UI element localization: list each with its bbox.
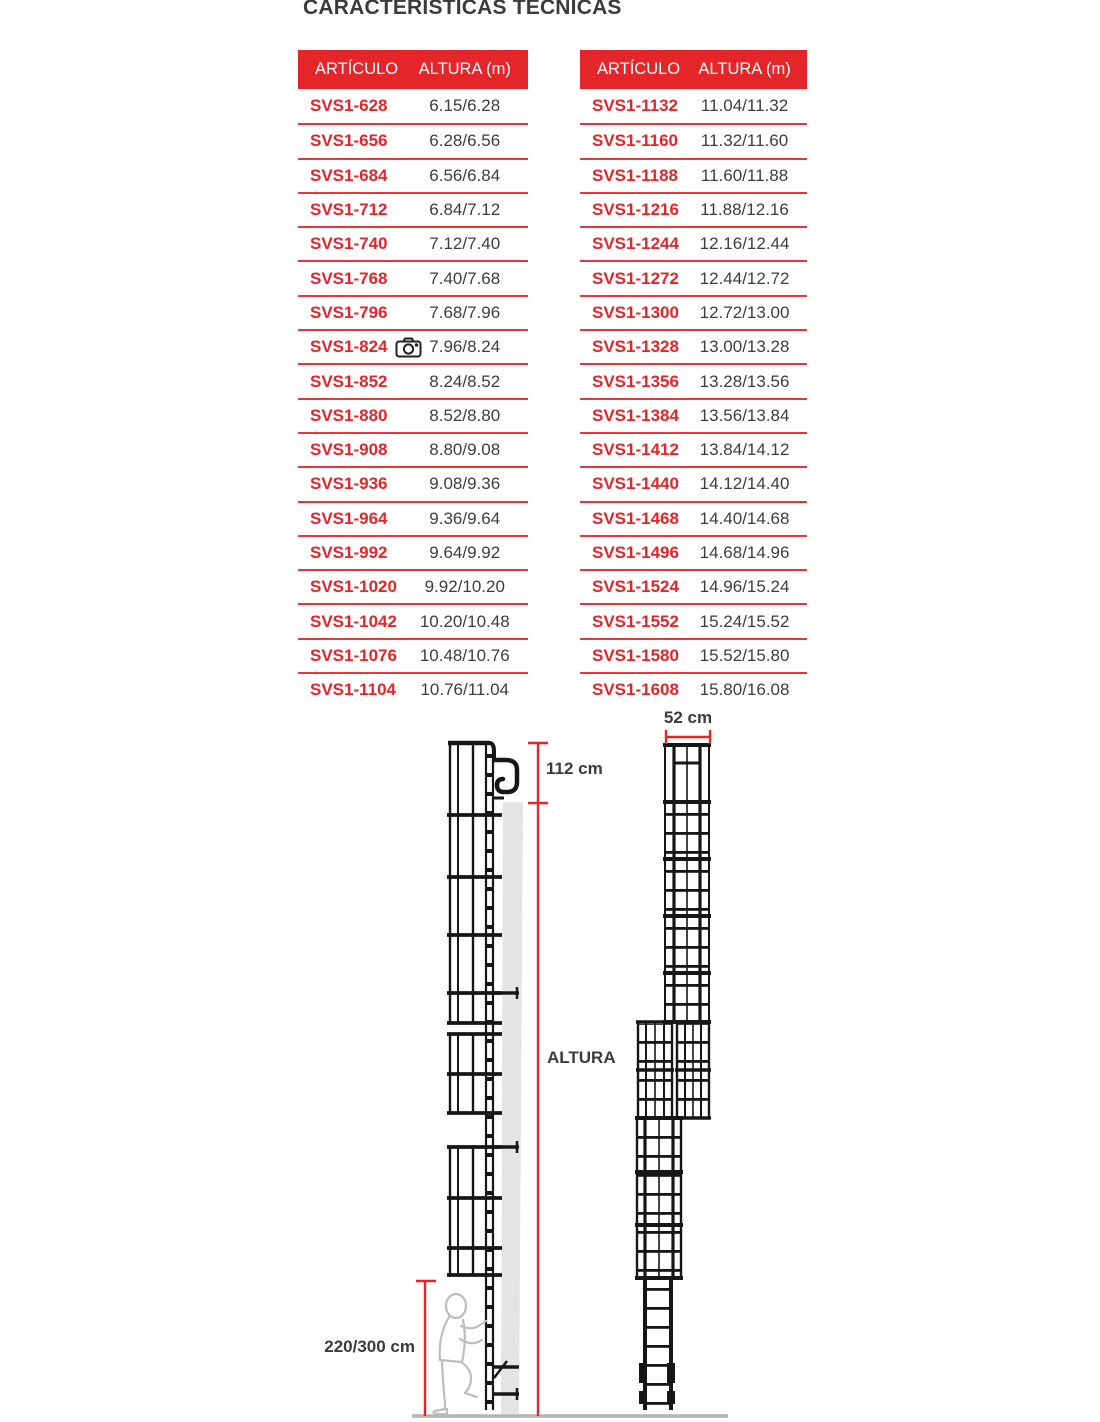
table-row xyxy=(298,603,528,637)
altura-cell: 15.80/16.08 xyxy=(699,680,790,700)
articulo-text: SVS1-1608 xyxy=(592,680,679,700)
table-row xyxy=(298,398,528,432)
altura-cell: 10.48/10.76 xyxy=(419,645,510,665)
articulo-text: SVS1-1440 xyxy=(592,474,679,494)
articulo-text: SVS1-992 xyxy=(310,543,388,562)
articulo-text: SVS1-628 xyxy=(310,96,388,116)
altura-cell: 13.56/13.84 xyxy=(699,405,790,425)
altura-cell: 12.16/12.44 xyxy=(699,234,790,254)
altura-cell: 7.40/7.68 xyxy=(429,268,501,288)
articulo-text: SVS1-908 xyxy=(310,440,388,460)
table-row xyxy=(298,535,528,569)
dim-label-altura: ALTURA xyxy=(547,1048,616,1067)
table-row xyxy=(298,123,528,157)
base-dimension-line xyxy=(416,1281,436,1416)
table-body xyxy=(298,89,528,706)
table-row xyxy=(298,466,528,500)
altura-cell: 6.28/6.56 xyxy=(429,131,501,151)
articulo-cell xyxy=(298,372,402,392)
articulo-cell xyxy=(298,440,402,460)
table-row xyxy=(580,89,807,123)
altura-cell: 14.40/14.68 xyxy=(699,508,790,528)
table-row xyxy=(580,638,807,672)
altura-cell: 11.32/11.60 xyxy=(700,131,789,151)
altura-cell: 7.68/7.96 xyxy=(429,302,501,322)
articulo-cell xyxy=(298,406,402,426)
header-articulo: ARTÍCULO xyxy=(315,60,399,78)
articulo-cell xyxy=(580,612,682,632)
articulo-cell xyxy=(298,680,402,700)
articulo-cell xyxy=(298,337,402,358)
exit-handrail xyxy=(494,760,517,792)
table-row xyxy=(580,535,807,569)
altura-cell: 6.56/6.84 xyxy=(429,165,501,185)
table-row xyxy=(580,363,807,397)
altura-cell: 10.76/11.04 xyxy=(420,680,510,700)
articulo-cell xyxy=(298,303,402,323)
table-row xyxy=(580,329,807,363)
articulo-text: SVS1-1384 xyxy=(592,405,679,425)
table-row xyxy=(298,329,528,363)
articulo-text: SVS1-1244 xyxy=(592,234,679,254)
table-row xyxy=(580,432,807,466)
altura-cell: 13.28/13.56 xyxy=(699,371,790,391)
articulo-text: SVS1-796 xyxy=(310,302,388,322)
articulo-cell xyxy=(298,96,402,116)
table-row xyxy=(298,638,528,672)
table-row xyxy=(298,226,528,260)
articulo-text: SVS1-964 xyxy=(310,508,388,528)
wall xyxy=(501,802,523,1414)
altura-cell: 15.52/15.80 xyxy=(699,645,790,665)
articulo-text: SVS1-852 xyxy=(310,371,388,391)
altura-cell: 9.64/9.92 xyxy=(429,543,501,562)
altura-dimension-line xyxy=(528,743,548,1416)
right-ladder-front-view xyxy=(635,745,711,1410)
table-row xyxy=(298,89,528,123)
table-row xyxy=(298,432,528,466)
articulo-cell xyxy=(580,303,682,323)
articulo-cell xyxy=(298,509,402,529)
articulo-text: SVS1-1104 xyxy=(310,680,397,700)
altura-cell: 10.20/10.48 xyxy=(419,611,510,631)
table-row xyxy=(580,569,807,603)
articulo-text: SVS1-1076 xyxy=(310,645,397,665)
header-articulo: ARTÍCULO xyxy=(597,60,681,78)
altura-cell: 14.96/15.24 xyxy=(699,577,790,597)
articulo-cell xyxy=(580,337,682,357)
articulo-cell xyxy=(580,474,682,494)
articulo-text: SVS1-880 xyxy=(310,405,388,425)
altura-cell: 8.80/9.08 xyxy=(429,440,501,460)
table-row xyxy=(580,672,807,706)
articulo-cell xyxy=(580,646,682,666)
articulo-text: SVS1-768 xyxy=(310,268,388,288)
articulo-cell xyxy=(298,234,402,254)
articulo-text: SVS1-684 xyxy=(310,165,388,185)
table-row xyxy=(298,192,528,226)
articulo-cell xyxy=(580,372,682,392)
articulo-cell xyxy=(580,166,682,186)
table-header xyxy=(580,50,807,89)
table-row xyxy=(298,260,528,294)
dim-label-112cm: 112 cm xyxy=(546,759,603,778)
table-header xyxy=(298,50,528,89)
articulo-cell xyxy=(298,543,402,563)
articulo-text: SVS1-1552 xyxy=(592,611,679,631)
articulo-text: SVS1-1496 xyxy=(592,543,679,562)
articulo-text: SVS1-1328 xyxy=(592,337,679,357)
articulo-text: SVS1-1188 xyxy=(592,165,679,185)
table-row xyxy=(580,226,807,260)
articulo-cell xyxy=(580,269,682,289)
table-row xyxy=(298,569,528,603)
articulo-text: SVS1-1160 xyxy=(592,131,679,151)
altura-cell: 13.84/14.12 xyxy=(699,440,790,460)
table-row xyxy=(580,158,807,192)
altura-cell: 11.04/11.32 xyxy=(700,96,789,116)
articulo-cell xyxy=(580,406,682,426)
spec-table-left xyxy=(298,50,528,706)
articulo-cell xyxy=(580,577,682,597)
header-altura: ALTURA (m) xyxy=(418,60,511,78)
articulo-cell xyxy=(298,474,402,494)
altura-cell: 7.12/7.40 xyxy=(429,234,501,254)
articulo-text: SVS1-1524 xyxy=(592,577,679,597)
table-row xyxy=(298,501,528,535)
altura-cell: 13.00/13.28 xyxy=(699,337,790,357)
articulo-text: SVS1-1468 xyxy=(592,508,679,528)
altura-cell: 8.24/8.52 xyxy=(429,371,501,391)
table-row xyxy=(298,363,528,397)
table-row xyxy=(580,192,807,226)
articulo-cell xyxy=(298,646,402,666)
articulo-text: SVS1-1580 xyxy=(592,645,679,665)
altura-cell: 12.44/12.72 xyxy=(699,268,790,288)
table-body xyxy=(580,89,807,706)
altura-cell: 11.60/11.88 xyxy=(700,165,789,185)
person-figure xyxy=(433,1294,486,1414)
altura-cell: 12.72/13.00 xyxy=(699,302,790,322)
table-row xyxy=(580,501,807,535)
articulo-text: SVS1-824 xyxy=(310,337,388,357)
articulo-cell xyxy=(580,234,682,254)
articulo-cell xyxy=(298,131,402,151)
altura-cell: 9.92/10.20 xyxy=(424,577,505,597)
articulo-text: SVS1-1356 xyxy=(592,371,679,391)
table-row xyxy=(580,603,807,637)
articulo-text: SVS1-1272 xyxy=(592,268,679,288)
articulo-text: SVS1-1132 xyxy=(592,96,679,116)
altura-cell: 14.12/14.40 xyxy=(699,474,790,494)
altura-cell: 15.24/15.52 xyxy=(699,611,790,631)
table-row xyxy=(580,466,807,500)
articulo-text: SVS1-1042 xyxy=(310,611,397,631)
articulo-text: SVS1-656 xyxy=(310,131,388,151)
table-row xyxy=(298,295,528,329)
altura-cell: 8.52/8.80 xyxy=(429,405,501,425)
width-dimension-line xyxy=(666,730,710,744)
table-row xyxy=(580,260,807,294)
articulo-text: SVS1-936 xyxy=(310,474,388,494)
table-row xyxy=(580,123,807,157)
table-row xyxy=(580,398,807,432)
articulo-text: SVS1-1216 xyxy=(592,200,679,220)
header-altura: ALTURA (m) xyxy=(698,60,791,78)
articulo-cell xyxy=(298,612,402,632)
articulo-cell xyxy=(580,131,682,151)
articulo-cell xyxy=(580,543,682,563)
altura-cell: 11.88/12.16 xyxy=(700,200,789,220)
altura-cell: 9.08/9.36 xyxy=(429,474,501,494)
articulo-cell xyxy=(580,96,682,116)
articulo-cell xyxy=(580,440,682,460)
articulo-cell xyxy=(298,269,402,289)
articulo-text: SVS1-740 xyxy=(310,234,388,254)
articulo-cell xyxy=(580,680,682,700)
dim-label-52cm: 52 cm xyxy=(663,708,713,727)
articulo-cell xyxy=(580,509,682,529)
altura-cell: 14.68/14.96 xyxy=(699,543,790,562)
page-title: CARACTERISTICAS TECNICAS xyxy=(303,0,622,19)
articulo-cell xyxy=(298,166,402,186)
dim-label-220-300: 220/300 cm xyxy=(324,1337,415,1356)
articulo-text: SVS1-1020 xyxy=(310,577,397,597)
articulo-text: SVS1-1300 xyxy=(592,302,679,322)
articulo-cell xyxy=(298,200,402,220)
articulo-cell xyxy=(580,200,682,220)
table-row xyxy=(580,295,807,329)
altura-cell: 9.36/9.64 xyxy=(429,508,501,528)
articulo-text: SVS1-1412 xyxy=(592,440,679,460)
altura-cell: 7.96/8.24 xyxy=(429,337,501,357)
altura-cell: 6.15/6.28 xyxy=(429,96,501,116)
articulo-text: SVS1-712 xyxy=(310,200,388,220)
altura-cell: 6.84/7.12 xyxy=(429,200,501,220)
table-row xyxy=(298,672,528,706)
table-row xyxy=(298,158,528,192)
spec-table-right xyxy=(580,50,807,706)
articulo-cell xyxy=(298,577,402,597)
